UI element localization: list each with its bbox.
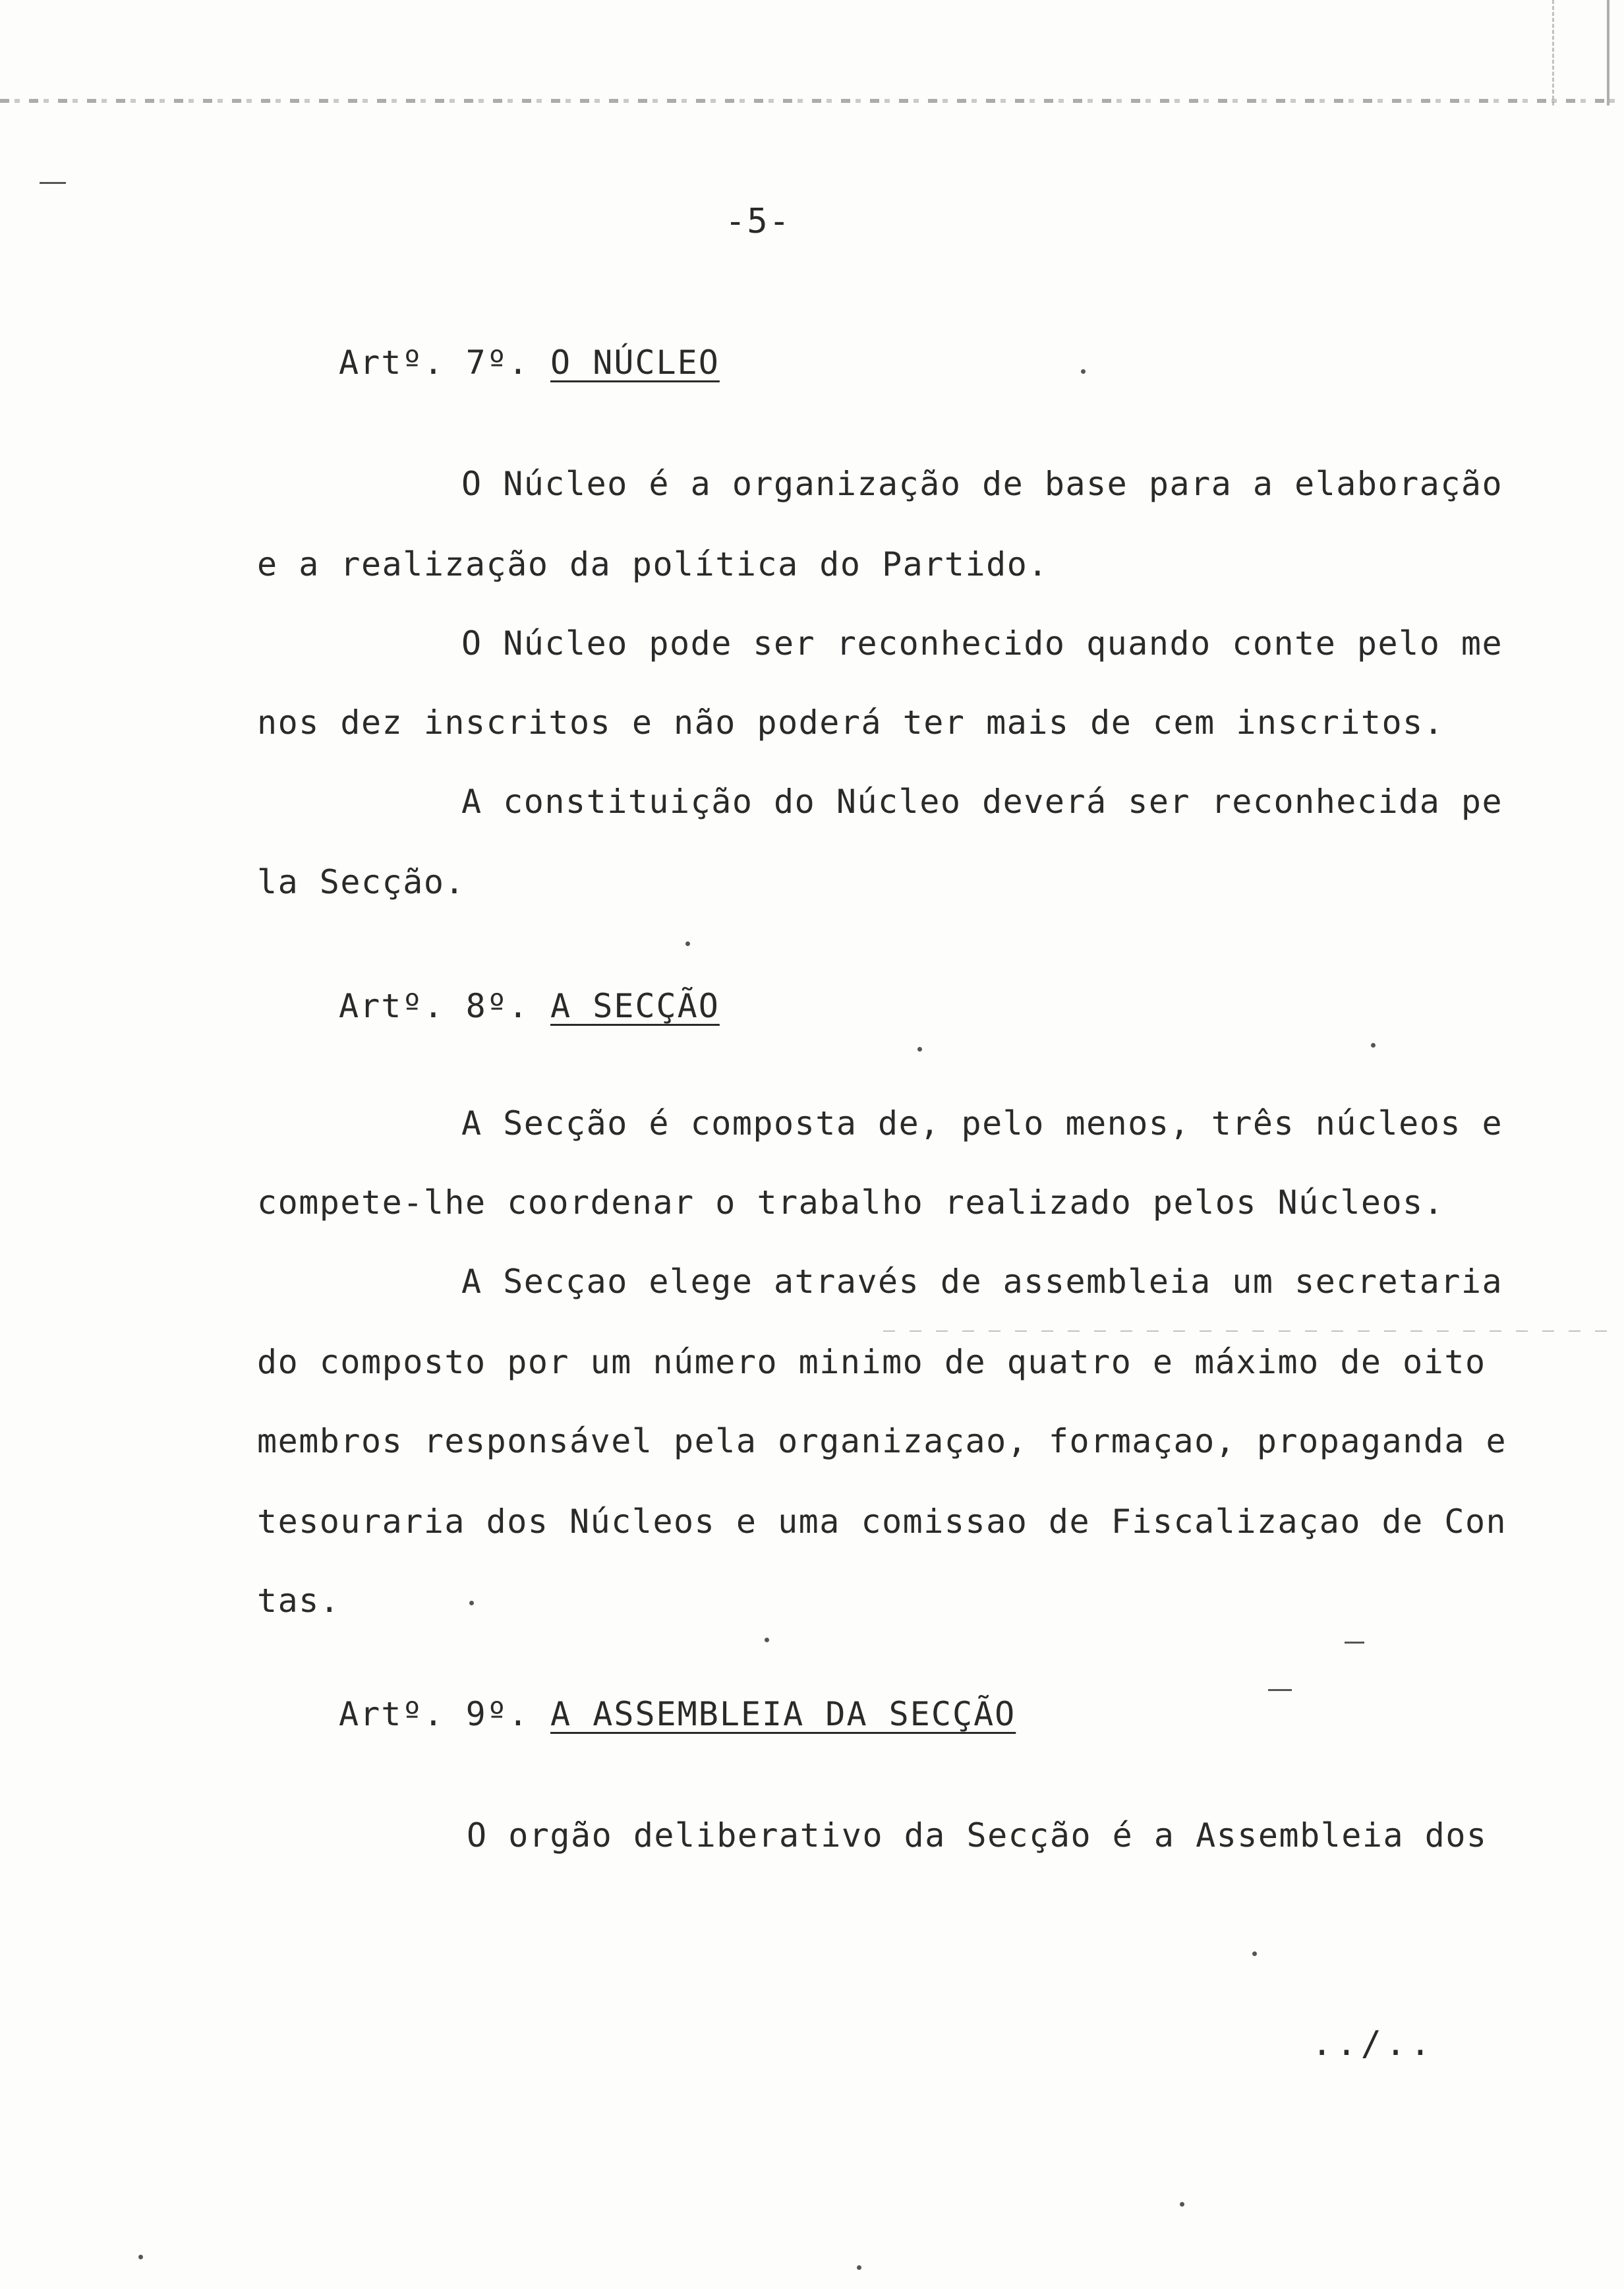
article-8-line-6: tesouraria dos Núcleos e uma comissao de Fiscalizaçao de Con	[257, 1502, 1507, 1541]
article-7-line-6: la Secção.	[257, 863, 466, 901]
article-8-line-3: A Secçao elege através de assembleia um secretaria	[461, 1263, 1503, 1301]
article-8-title: A SECÇÃO	[550, 987, 720, 1025]
article-8-line-7: tas.	[257, 1582, 341, 1620]
scan-speck	[685, 941, 690, 946]
article-7-line-4: nos dez inscritos e não poderá ter mais de cem inscritos.	[257, 703, 1445, 742]
article-9-heading	[339, 1694, 1016, 1734]
article-7-title: O NÚCLEO	[550, 343, 720, 382]
scan-artifact-line	[883, 1330, 1615, 1332]
scan-dash-mark	[1345, 1642, 1364, 1644]
scan-speck	[1081, 369, 1086, 374]
scan-speck	[1252, 1951, 1257, 1956]
scan-top-edge	[0, 99, 1624, 103]
article-8-heading	[339, 986, 720, 1026]
scan-speck	[469, 1601, 474, 1605]
article-7-prefix: Artº. 7º.	[339, 343, 551, 382]
article-7-line-1: O Núcleo é a organização de base para a elaboração	[461, 465, 1503, 503]
article-9-prefix: Artº. 9º.	[339, 1695, 551, 1733]
scan-speck	[917, 1047, 922, 1052]
article-7-line-5: A constituição do Núcleo deverá ser reconhecida pe	[461, 783, 1503, 821]
article-8-line-1: A Secção é composta de, pelo menos, três núcleos e	[461, 1104, 1503, 1143]
page-number: -5-	[725, 202, 791, 241]
scan-speck	[138, 2255, 143, 2259]
continuation-mark: ../..	[1312, 2024, 1435, 2064]
scan-speck	[765, 1638, 769, 1642]
scan-speck	[857, 2265, 861, 2270]
article-8-prefix: Artº. 8º.	[339, 987, 551, 1025]
article-9-line-1: O orgão deliberativo da Secção é a Assembleia dos	[467, 1816, 1488, 1855]
article-8-line-2: compete-lhe coordenar o trabalho realizado pelos Núcleos.	[257, 1183, 1445, 1222]
article-7-heading	[339, 343, 720, 382]
scan-speck	[1371, 1043, 1376, 1048]
article-7-line-3: O Núcleo pode ser reconhecido quando conte pelo me	[461, 624, 1503, 663]
article-8-line-4: do composto por um número minimo de quatro e máximo de oito	[257, 1343, 1486, 1381]
article-9-title: A ASSEMBLEIA DA SECÇÃO	[550, 1695, 1016, 1733]
scan-dash-mark	[1268, 1689, 1292, 1691]
scan-dash-mark	[40, 182, 66, 184]
article-8-line-5: membros responsável pela organizaçao, formaçao, propaganda e	[257, 1422, 1507, 1460]
scan-speck	[1180, 2202, 1184, 2207]
scan-corner-marks	[1552, 0, 1610, 105]
article-7-line-2: e a realização da política do Partido.	[257, 545, 1049, 583]
